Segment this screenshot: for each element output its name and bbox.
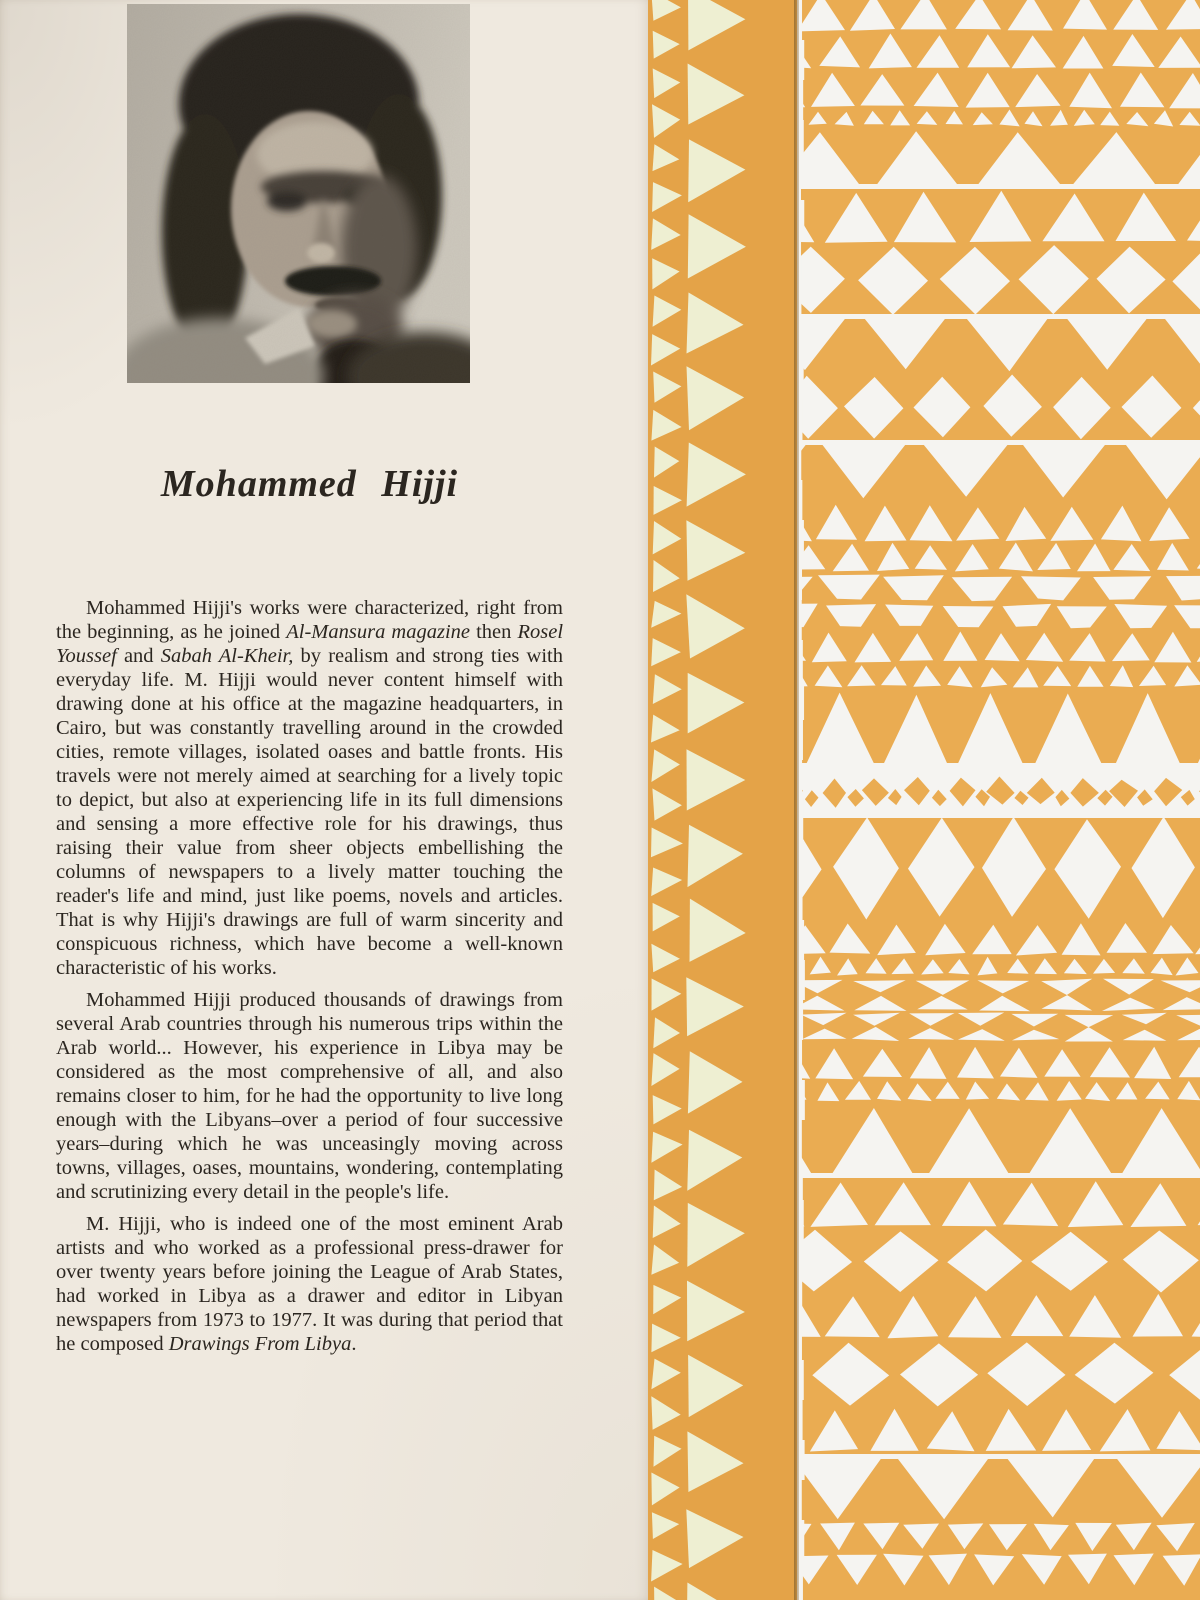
paragraph-3 (56, 1212, 563, 1356)
book-cover-pattern (799, 0, 1200, 1600)
paragraph-1 (56, 596, 563, 980)
photo-grain (127, 4, 470, 383)
text-run: Mohammed Hijji's works were characterized, right from the beginning, as he joined (56, 597, 563, 643)
text-run: and (116, 645, 161, 667)
italic-text: Rosel Youssef (56, 621, 564, 667)
italic-text: Al-Mansura magazine (286, 621, 470, 643)
text-run: M. Hijji, who is indeed one of the most eminent Arab artists and who worked as a professional press-drawer for over twenty years before joining the League of Arab States, had worked in Libya as a drawer and editor in Libyan newspapers from 1973 to 1977. It was during that period that he composed (56, 1213, 563, 1355)
portrait-image (127, 4, 470, 383)
paragraph-2 (56, 988, 563, 1204)
text-run: . (351, 1333, 357, 1355)
book-spine-pattern (648, 0, 797, 1600)
cover-triangles (799, 0, 1200, 1600)
spine-triangles (648, 0, 797, 1600)
page-title: Mohammed Hijji (160, 463, 459, 505)
italic-text: Sabah Al-Kheir, (160, 645, 294, 667)
text-run: then (470, 621, 518, 643)
text-run: by realism and strong ties with everyday life. M. Hijji would never content himself with drawing done at his office at the magazine headquarters, in Cairo, but was constantly travelling around in the crowded cities, remote villages, isolated oases and battle fronts. His travels were not merely aimed at searching for a lively topic to depict, but also at experiencing life in its full dimensions and sensing a more effective role for his drawings, thus raising their value from sheer objects embellishing the columns of newspapers to a lively matter touching the reader's life and mind, just like poems, novels and articles. That is why Hijji's drawings are full of warm sincerity and conspicuous richness, which have become a well-known characteristic of his works. (56, 645, 563, 979)
biography-text (56, 596, 563, 1364)
portrait-photo (127, 4, 470, 383)
text-run: Mohammed Hijji produced thousands of drawings from several Arab countries through his numerous trips within the Arab world... However, his experience in Libya may be considered as the most comprehensive of all, and also remains closer to him, for he had the opportunity to live long enough with the Libyans–over a period of four successive years–during which he was unceasingly moving across towns, villages, oases, mountains, wondering, contemplating and scrutinizing every detail in the people's life. (56, 989, 563, 1203)
italic-text: Drawings From Libya (168, 1333, 352, 1355)
